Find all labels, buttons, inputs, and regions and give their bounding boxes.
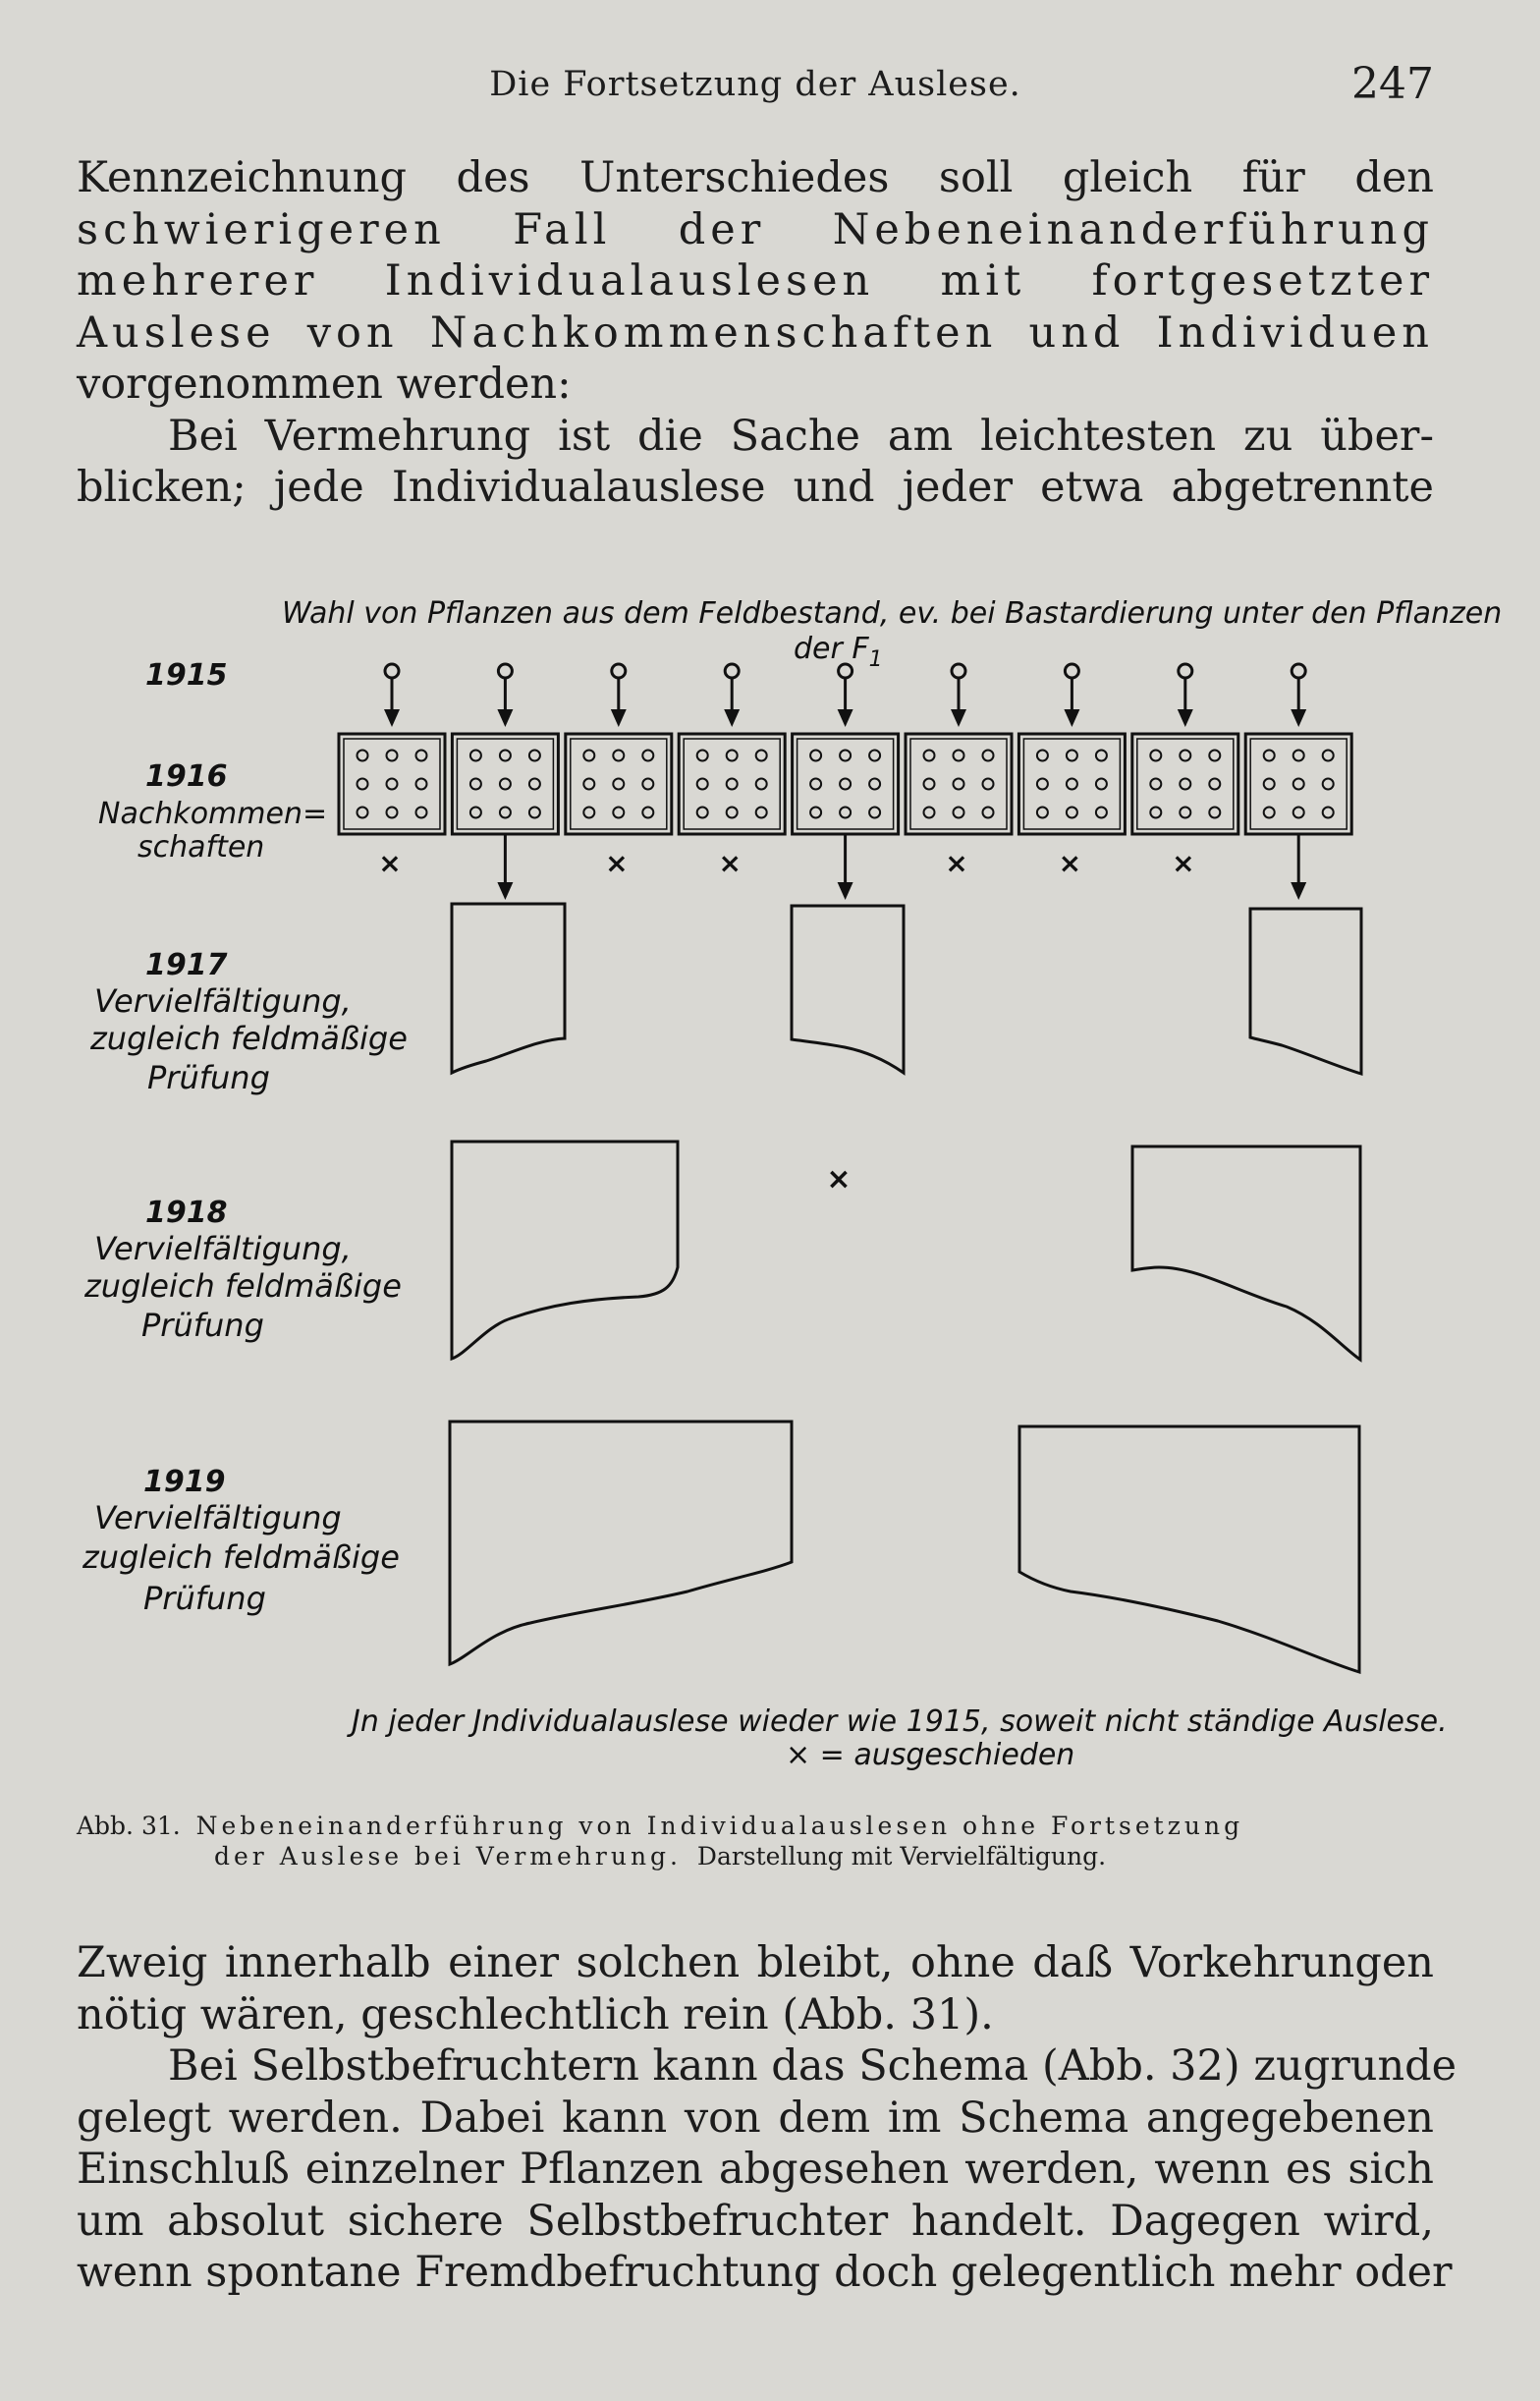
plant-dot bbox=[756, 808, 767, 818]
plant-dot bbox=[358, 808, 368, 818]
caption-spaced-text: der Auslese bei Vermehrung. bbox=[214, 1842, 682, 1871]
figure-caption bbox=[77, 1811, 1434, 1871]
plant-dot bbox=[1067, 779, 1077, 790]
figure-footnote-line2: × = ausgeschieden bbox=[786, 1738, 1075, 1772]
plant-dot bbox=[642, 751, 653, 761]
discard-mark: × bbox=[605, 847, 629, 879]
plant-1915 bbox=[497, 664, 513, 727]
plant-dot bbox=[869, 779, 880, 790]
arrow-to-1917 bbox=[838, 834, 853, 900]
plant-dot bbox=[583, 779, 594, 790]
plant-dot bbox=[727, 751, 738, 761]
year-1917: 1917 bbox=[145, 948, 228, 982]
progeny-box-1916 bbox=[1132, 734, 1238, 834]
year-1916: 1916 bbox=[145, 759, 228, 794]
caption-line2 bbox=[77, 1841, 1434, 1871]
plant-1915 bbox=[724, 664, 740, 727]
plant-dot bbox=[1096, 779, 1107, 790]
plant-dot bbox=[1037, 808, 1048, 818]
text-line: blicken; jede Individualauslese und jeder etwa abgetrennte bbox=[77, 463, 1434, 512]
plant-dot bbox=[470, 751, 481, 761]
caption-label: Abb. 31. bbox=[77, 1812, 181, 1840]
progeny-box-1916 bbox=[452, 734, 558, 834]
caption-rest: Darstellung mit Vervielfältigung. bbox=[696, 1842, 1107, 1871]
plant-dot bbox=[840, 779, 851, 790]
page-number: 247 bbox=[1351, 59, 1434, 109]
cross-1918-middle: × bbox=[826, 1162, 852, 1197]
plant-1915 bbox=[951, 664, 966, 727]
plant-dot bbox=[1096, 751, 1107, 761]
plant-dot bbox=[1323, 751, 1334, 761]
plant-dot bbox=[1180, 751, 1190, 761]
plant-dot bbox=[1293, 779, 1304, 790]
caption-title: Nebeneinanderführung von Individualauslesen ohne Fortsetzung bbox=[195, 1812, 1244, 1840]
text-line: wenn spontane Fremdbefruchtung doch gelegentlich mehr oder bbox=[77, 2248, 1453, 2297]
plant-dot bbox=[1180, 808, 1190, 818]
plant-dot bbox=[727, 779, 738, 790]
plant-dot bbox=[470, 779, 481, 790]
plant-dot bbox=[529, 808, 540, 818]
plant-dot bbox=[840, 751, 851, 761]
progeny-box-1916 bbox=[339, 734, 445, 834]
plot-1918-b bbox=[1132, 1146, 1360, 1360]
label-1919-line1: Vervielfältigung bbox=[94, 1499, 342, 1536]
plant-dot bbox=[954, 751, 964, 761]
progeny-box-1916 bbox=[679, 734, 785, 834]
plant-dot bbox=[1264, 808, 1275, 818]
label-1916-line2: schaften bbox=[138, 830, 265, 865]
plant-1915 bbox=[611, 664, 627, 727]
plant-dot bbox=[756, 751, 767, 761]
text-line: Bei Selbstbefruchtern kann das Schema (Abb. 32) zugrunde bbox=[168, 2041, 1458, 2091]
plot-1917-c bbox=[1250, 909, 1361, 1074]
text-line: Zweig innerhalb einer solchen bleibt, ohne daß Vorkehrungen bbox=[77, 1938, 1434, 1987]
text-line: Kennzeichnung des Unterschiedes soll gleich für den bbox=[77, 153, 1434, 202]
arrow-to-1917 bbox=[1291, 834, 1306, 900]
plant-dot bbox=[1037, 779, 1048, 790]
label-1917-line1: Vervielfältigung, bbox=[94, 982, 352, 1020]
label-1917-line2: zugleich feldmäßige bbox=[90, 1020, 408, 1057]
discard-marks bbox=[378, 847, 1194, 879]
plant-dot bbox=[983, 808, 994, 818]
figure-footnote-line1: Jn jeder Jndividualauslese wieder wie 1915, soweit nicht ständige Auslese. bbox=[352, 1704, 1448, 1739]
plant-dot bbox=[1096, 808, 1107, 818]
plant-dot bbox=[500, 808, 511, 818]
plant-dot bbox=[810, 751, 821, 761]
year-1918: 1918 bbox=[145, 1196, 228, 1230]
text-line: nötig wären, geschlechtlich rein (Abb. 31). bbox=[77, 1989, 994, 2039]
plot-1917-b bbox=[792, 906, 904, 1073]
plant-dot bbox=[613, 779, 624, 790]
plant-dot bbox=[756, 779, 767, 790]
discard-mark: × bbox=[1172, 847, 1195, 879]
plant-dot bbox=[642, 808, 653, 818]
plant-dot bbox=[697, 779, 708, 790]
progeny-box-1916 bbox=[906, 734, 1012, 834]
plant-dot bbox=[810, 808, 821, 818]
plant-dot bbox=[1067, 808, 1077, 818]
plant-dot bbox=[1180, 779, 1190, 790]
text-line: Auslese von Nachkommenschaften und Individuen bbox=[77, 307, 1434, 358]
discard-mark: × bbox=[1058, 847, 1082, 879]
plot-1919-a bbox=[450, 1422, 792, 1664]
plant-dot bbox=[983, 751, 994, 761]
plant-dot bbox=[1037, 751, 1048, 761]
plant-dot bbox=[529, 751, 540, 761]
bottom-paragraph bbox=[77, 1937, 1458, 2299]
plant-dot bbox=[810, 779, 821, 790]
label-1918-line2: zugleich feldmäßige bbox=[84, 1267, 402, 1305]
plant-dot bbox=[697, 808, 708, 818]
plant-dot bbox=[358, 751, 368, 761]
plant-dot bbox=[500, 779, 511, 790]
plant-dot bbox=[416, 779, 427, 790]
plant-dot bbox=[1293, 751, 1304, 761]
plant-1915 bbox=[1064, 664, 1079, 727]
plant-dot bbox=[583, 751, 594, 761]
label-1918-line3: Prüfung bbox=[141, 1307, 264, 1344]
progeny-box-1916 bbox=[1245, 734, 1351, 834]
plant-dot bbox=[1150, 779, 1161, 790]
plant-dot bbox=[1067, 751, 1077, 761]
plant-dot bbox=[1209, 779, 1220, 790]
plant-dot bbox=[416, 808, 427, 818]
plant-dot bbox=[1150, 751, 1161, 761]
plant-1915 bbox=[1178, 664, 1193, 727]
label-1918-line1: Vervielfältigung, bbox=[94, 1230, 352, 1267]
plant-dot bbox=[583, 808, 594, 818]
plant-dot bbox=[500, 751, 511, 761]
label-1917-line3: Prüfung bbox=[147, 1059, 270, 1096]
text-line: vorgenommen werden: bbox=[77, 360, 572, 409]
plant-dot bbox=[613, 808, 624, 818]
plot-1917-a bbox=[452, 904, 565, 1073]
plant-dot bbox=[869, 808, 880, 818]
plant-dot bbox=[1209, 808, 1220, 818]
arrows bbox=[384, 664, 1306, 900]
plant-dot bbox=[869, 751, 880, 761]
text-line: Bei Vermehrung ist die Sache am leichtesten zu über- bbox=[168, 411, 1434, 461]
plant-dot bbox=[358, 779, 368, 790]
plant-dot bbox=[1209, 751, 1220, 761]
progeny-box-1916 bbox=[566, 734, 672, 834]
plant-1915 bbox=[384, 664, 400, 727]
plant-dot bbox=[1150, 808, 1161, 818]
plant-dot bbox=[642, 779, 653, 790]
plant-1915 bbox=[838, 664, 853, 727]
text-line: mehrerer Individualauslesen mit fortgesetzter bbox=[77, 256, 1434, 306]
arrow-to-1917 bbox=[497, 834, 513, 900]
plant-dot bbox=[1293, 808, 1304, 818]
progeny-box-1916 bbox=[1018, 734, 1125, 834]
plant-1915 bbox=[1291, 664, 1306, 727]
plant-dot bbox=[697, 751, 708, 761]
progeny-box-1916 bbox=[793, 734, 899, 834]
plant-dot bbox=[613, 751, 624, 761]
plant-dot bbox=[416, 751, 427, 761]
year-1919: 1919 bbox=[143, 1465, 226, 1499]
plant-dot bbox=[387, 779, 398, 790]
plant-dot bbox=[470, 808, 481, 818]
plant-dot bbox=[387, 808, 398, 818]
plant-dot bbox=[954, 779, 964, 790]
discard-mark: × bbox=[718, 847, 742, 879]
plant-dot bbox=[924, 779, 935, 790]
label-1919-line2: zugleich feldmäßige bbox=[82, 1538, 400, 1576]
plot-1919-b bbox=[1019, 1426, 1359, 1672]
running-title: Die Fortsetzung der Auslese. bbox=[489, 65, 1021, 104]
discard-mark: × bbox=[378, 847, 402, 879]
year-1915: 1915 bbox=[145, 658, 228, 693]
figure-top-label-line1: Wahl von Pflanzen aus dem Feldbestand, ev. bei Bastardierung unter den Pflanzen bbox=[282, 596, 1503, 631]
figure-top-label-line2: der $F_1$ bbox=[794, 632, 883, 672]
text-line: gelegt werden. Dabei kann von dem im Schema angegebenen bbox=[77, 2093, 1434, 2143]
discard-mark: × bbox=[945, 847, 968, 879]
plant-dot bbox=[924, 808, 935, 818]
plant-dot bbox=[1264, 779, 1275, 790]
label-1916-line1: Nachkommen= bbox=[98, 797, 328, 831]
plant-dot bbox=[1323, 779, 1334, 790]
text-line: Einschluß einzelner Pflanzen abgesehen werden, wenn es sich bbox=[77, 2145, 1434, 2194]
plant-dot bbox=[954, 808, 964, 818]
plant-dot bbox=[924, 751, 935, 761]
text-line: schwierigeren Fall der Nebeneinanderführung bbox=[77, 204, 1434, 254]
plot-1918-a bbox=[452, 1142, 678, 1359]
plant-dot bbox=[840, 808, 851, 818]
plant-dot bbox=[1323, 808, 1334, 818]
plant-dot bbox=[1264, 751, 1275, 761]
plant-dot bbox=[727, 808, 738, 818]
plant-dot bbox=[387, 751, 398, 761]
text-line: um absolut sichere Selbstbefruchter handelt. Dagegen wird, bbox=[77, 2196, 1434, 2246]
progeny-row-1916 bbox=[339, 734, 1351, 834]
plant-dot bbox=[983, 779, 994, 790]
caption-line1 bbox=[77, 1811, 1434, 1841]
plant-dot bbox=[529, 779, 540, 790]
label-1919-line3: Prüfung bbox=[143, 1580, 266, 1617]
